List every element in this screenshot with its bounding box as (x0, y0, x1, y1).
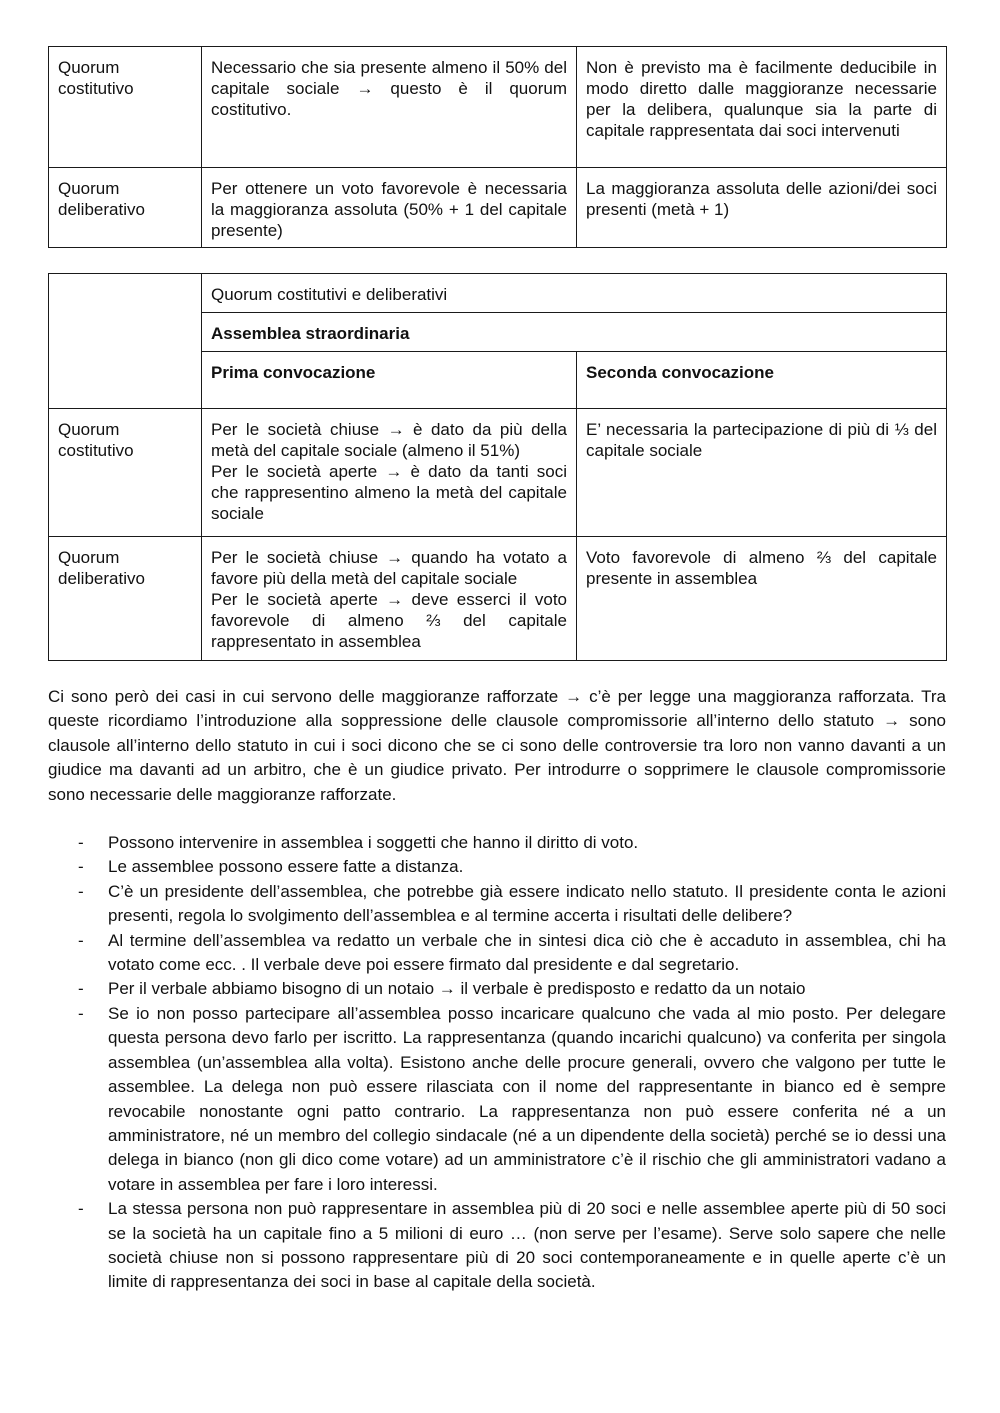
list-item (48, 831, 946, 855)
list-item-text: La stessa persona non può rappresentare in assemblea più di 20 soci e nelle assemblee aperte più di 50 soci se la società ha un capitale fino a 5 milioni di euro … (non serve per l’esame). Serve solo sapere che nelle società chiuse non si possono rappresentare più di 20 soci contemporaneamente e in quelle aperte c’è un limite di rappresentanza dei soci in base al capitale della società. (108, 1199, 946, 1292)
table-subheading: Assemblea straordinaria (202, 313, 947, 352)
bullet-marker: - (78, 930, 84, 950)
document-page (48, 46, 946, 1295)
list-item-text: Possono intervenire in assemblea i soggetti che hanno il diritto di voto. (108, 833, 639, 853)
cell-line: Per le società aperte → deve esserci il voto favorevole di almeno ⅔ del capitale rappresentato in assemblea (211, 590, 567, 651)
column-header-prima: Prima convocazione (202, 352, 577, 409)
row-label: Quorum deliberativo (49, 537, 202, 661)
cell-prima-convocazione (202, 409, 577, 537)
list-item (48, 929, 946, 978)
cell-prima-convocazione: Per ottenere un voto favorevole è necessaria la maggioranza assoluta (50% + 1 del capitale presente) (202, 168, 577, 248)
empty-corner-cell (49, 352, 202, 409)
empty-corner-cell (49, 274, 202, 313)
list-item (48, 1197, 946, 1295)
quorum-table-ordinaria (48, 46, 947, 248)
table-row (49, 47, 947, 168)
table-header-row (49, 313, 947, 352)
list-item-text: Le assemblee possono essere fatte a distanza. (108, 857, 464, 877)
cell-seconda-convocazione: La maggioranza assoluta delle azioni/dei soci presenti (metà + 1) (577, 168, 947, 248)
row-label: Quorum deliberativo (49, 168, 202, 248)
bullet-marker: - (78, 833, 84, 853)
body-paragraph: Ci sono però dei casi in cui servono delle maggioranze rafforzate → c’è per legge una maggioranza rafforzata. Tra queste ricordiamo l’introduzione alla soppressione delle clausole compromissorie all’interno dello statuto → sono clausole all’interno dello statuto in cui i soci dicono che se ci sono delle controversie tra loro non vanno davanti a un giudice ma davanti ad un arbitro, che è un giudice privato. Per introdurre o sopprimere le clausole compromissorie sono necessarie delle maggioranze rafforzate. (48, 687, 946, 804)
list-item (48, 880, 946, 929)
bullet-marker: - (78, 881, 84, 901)
list-item-text: Se io non posso partecipare all’assemblea posso incaricare qualcuno che vada al mio posto. Per delegare questa persona devo farlo per iscritto. La rappresentanza (quando incarichi qualcuno) va conferita per singola assemblea (un’assemblea alla volta). Esistono anche delle procure generali, ovvero che valgono per tutte le assemblee. La delega non può essere rilasciata con il nome del rappresentante in bianco ed è sempre revocabile nonostante ogni patto contrario. La rappresentanza non può essere conferita né a un amministratore, né un membro del collegio sindacale (né a un dipendente della società) perché se io dessi una delega in bianco (non gli dico come votare) ad un amministratore c’è il rischio che gli amministratori vadano a votare in assemblea per fare i loro interessi. (108, 1003, 946, 1194)
table-row (49, 537, 947, 661)
quorum-table-straordinaria (48, 273, 947, 661)
cell-line: Per le società chiuse → quando ha votato a favore più della metà del capitale sociale (211, 548, 567, 588)
table-header-row (49, 352, 947, 409)
table-row (49, 168, 947, 248)
table-header-row (49, 274, 947, 313)
cell-seconda-convocazione: Non è previsto ma è facilmente deducibile in modo diretto dalle maggioranze necessarie per la delibera, qualunque sia la parte di capitale rappresentata dai soci intervenuti (577, 47, 947, 168)
bullet-list (48, 831, 946, 1295)
list-item (48, 1002, 946, 1197)
list-item-text: Al termine dell’assemblea va redatto un verbale che in sintesi dica ciò che è accaduto in assemblea, chi ha votato come ecc. . Il verbale deve poi essere firmato dal presidente e dal segretario. (108, 930, 946, 975)
bullet-marker: - (78, 979, 84, 999)
bullet-marker: - (78, 1199, 84, 1219)
table-row (49, 409, 947, 537)
table-heading: Quorum costitutivi e deliberativi (202, 274, 947, 313)
bullet-marker: - (78, 857, 84, 877)
cell-seconda-convocazione: Voto favorevole di almeno ⅔ del capitale presente in assemblea (577, 537, 947, 661)
list-item-text: Per il verbale abbiamo bisogno di un notaio → il verbale è predisposto e redatto da un notaio (108, 979, 806, 999)
row-label: Quorum costitutivo (49, 409, 202, 537)
list-item-text: C’è un presidente dell’assemblea, che potrebbe già essere indicato nello statuto. Il presidente conta le azioni presenti, regola lo svolgimento dell’assemblea e al termine accerta i risultati delle delibere? (108, 881, 946, 926)
row-label: Quorum costitutivo (49, 47, 202, 168)
empty-corner-cell (49, 313, 202, 352)
cell-line: Per le società chiuse → è dato da più della metà del capitale sociale (almeno il 51%) (211, 420, 567, 460)
cell-line: Per le società aperte → è dato da tanti soci che rappresentino almeno la metà del capitale sociale (211, 462, 567, 523)
cell-prima-convocazione (202, 537, 577, 661)
list-item (48, 977, 946, 1001)
cell-prima-convocazione: Necessario che sia presente almeno il 50% del capitale sociale → questo è il quorum costitutivo. (202, 47, 577, 168)
column-header-seconda: Seconda convocazione (577, 352, 947, 409)
bullet-marker: - (78, 1003, 84, 1023)
cell-seconda-convocazione: E’ necessaria la partecipazione di più di ⅓ del capitale sociale (577, 409, 947, 537)
list-item (48, 855, 946, 879)
